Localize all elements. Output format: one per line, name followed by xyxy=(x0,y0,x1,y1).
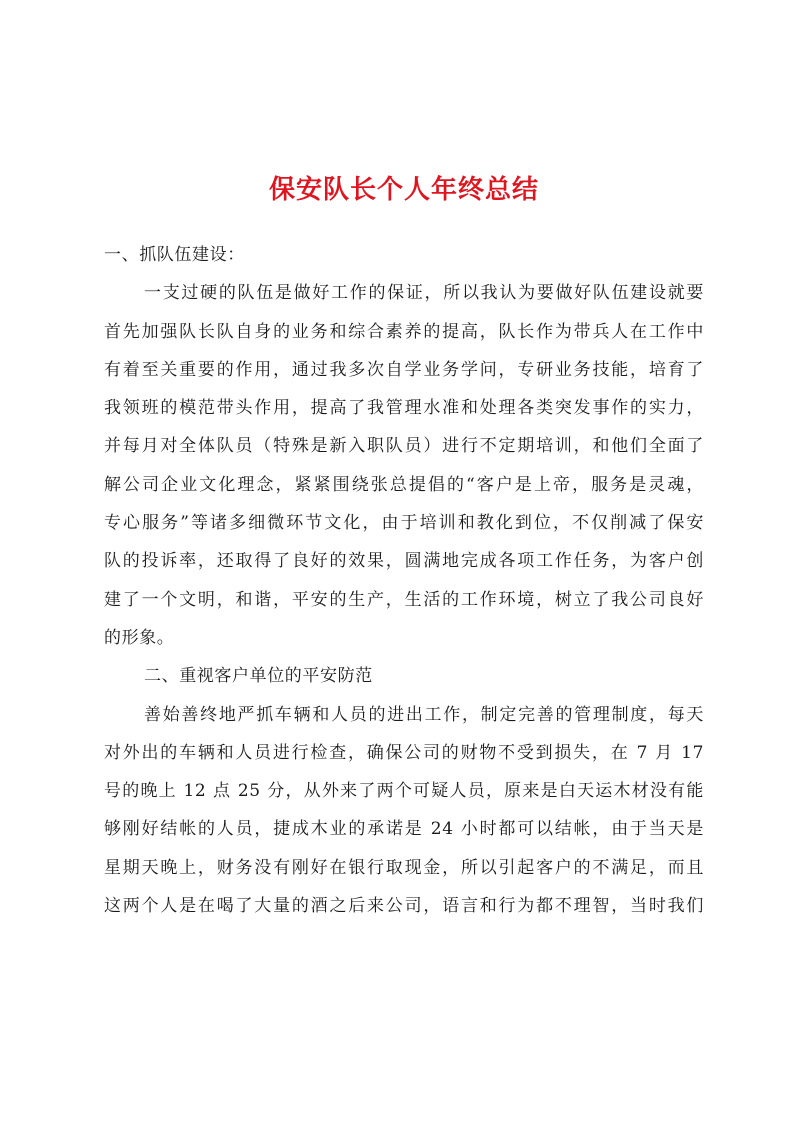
paragraph-line: 我领班的模范带头作用，提高了我管理水准和处理各类突发事作的实力， xyxy=(104,398,704,419)
document-body xyxy=(104,236,704,925)
paragraph-line: 这两个人是在喝了大量的酒之后来公司，语言和行为都不理智，当时我们 xyxy=(104,896,704,917)
paragraph-line: 解公司企业文化理念，紧紧围绕张总提倡的“客户是上帝，服务是灵魂， xyxy=(104,474,704,495)
paragraph-line: 队的投诉率，还取得了良好的效果，圆满地完成各项工作任务，为客户创 xyxy=(104,551,704,572)
paragraph-line: 够刚好结帐的人员，捷成木业的承诺是 24 小时都可以结帐，由于当天是 xyxy=(104,819,704,840)
paragraph-line: 有着至关重要的作用，通过我多次自学业务学问，专研业务技能，培育了 xyxy=(104,359,704,380)
section-heading-2: 二、重视客户单位的平安防范 xyxy=(144,666,373,687)
paragraph-line: 首先加强队长队自身的业务和综合素养的提高，队长作为带兵人在工作中 xyxy=(104,321,704,342)
paragraph-line: 善始善终地严抓车辆和人员的进出工作，制定完善的管理制度，每天 xyxy=(144,704,704,725)
paragraph-line: 专心服务”等诸多细微环节文化，由于培训和教化到位，不仅削减了保安 xyxy=(104,513,704,534)
paragraph-line: 一支过硬的队伍是做好工作的保证，所以我认为要做好队伍建设就要 xyxy=(144,283,704,304)
paragraph-line: 号的晚上 12 点 25 分，从外来了两个可疑人员，原来是白天运木材没有能 xyxy=(104,781,704,802)
paragraph-line: 建了一个文明，和谐，平安的生产，生活的工作环境，树立了我公司良好 xyxy=(104,589,704,610)
section-heading-1: 一、抓队伍建设： xyxy=(104,245,245,265)
paragraph-line: 并每月对全体队员（特殊是新入职队员）进行不定期培训，和他们全面了 xyxy=(104,436,704,457)
paragraph-line: 对外出的车辆和人员进行检查，确保公司的财物不受到损失，在 7 月 17 xyxy=(104,742,704,763)
paragraph-line: 的形象。 xyxy=(104,627,175,648)
document-title: 保安队长个人年终总结 xyxy=(268,175,539,205)
paragraph-line: 星期天晚上，财务没有刚好在银行取现金，所以引起客户的不满足，而且 xyxy=(104,857,704,878)
